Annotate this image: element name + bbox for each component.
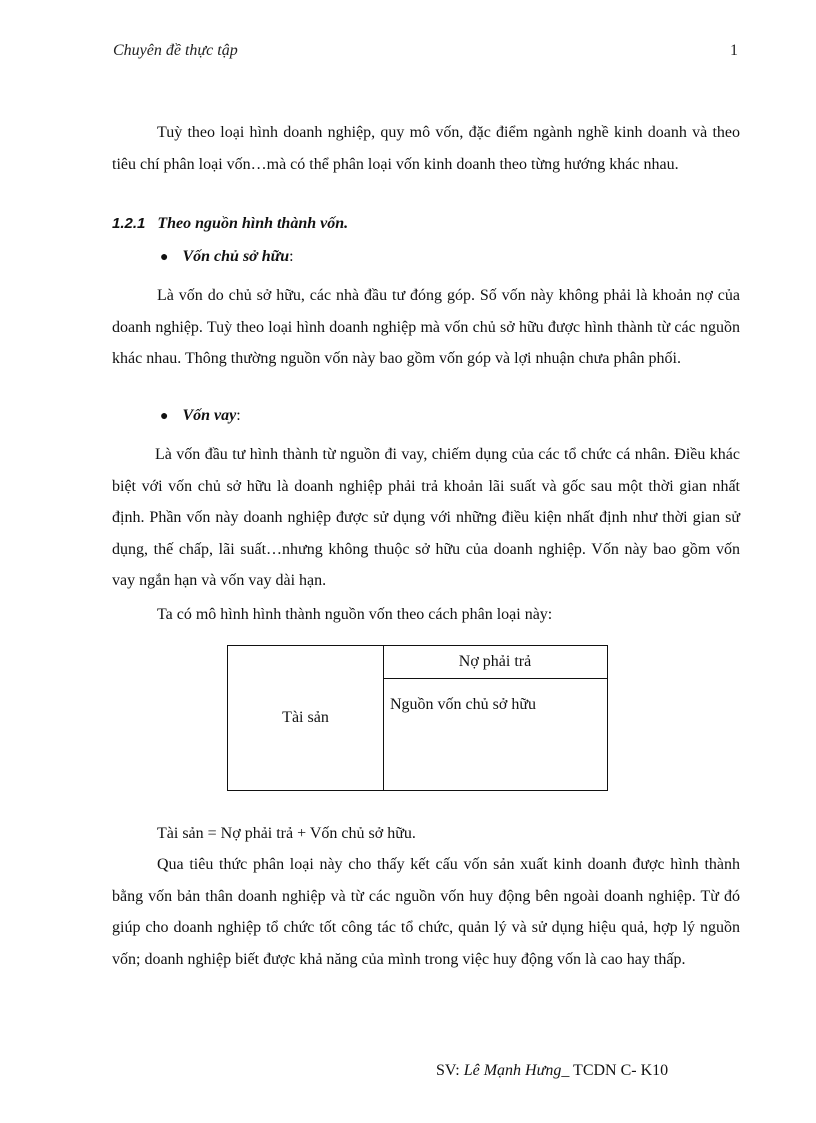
model-intro: Ta có mô hình hình thành nguồn vốn theo cách phân loại này:: [157, 606, 553, 623]
bullet-loan-colon: :: [236, 407, 241, 424]
intro-paragraph: Tuỳ theo loại hình doanh nghiệp, quy mô vốn, đặc điểm ngành nghề kinh doanh và theo tiêu chí phân loại vốn…mà có thể phân loại vốn kinh doanh theo từng hướng khác nhau.: [112, 124, 740, 173]
bullet-equity-colon: :: [289, 248, 294, 265]
bullet-equity: [160, 248, 294, 266]
conclusion-paragraph: Qua tiêu thức phân loại này cho thấy kết cấu vốn sản xuất kinh doanh được hình thành bằng vốn bản thân doanh nghiệp và từ các nguồn vốn huy động bên ngoài doanh nghiệp. Từ đó giúp cho doanh nghiệp tổ chức tốt công tác tổ chức, quản lý và sử dụng hiệu quả, hợp lý nguồn vốn; doanh nghiệp biết được khả năng của mình trong việc huy động vốn là cao hay thấp.: [112, 856, 740, 968]
footer: [436, 1062, 668, 1080]
equity-paragraph: Là vốn do chủ sở hữu, các nhà đầu tư đóng góp. Số vốn này không phải là khoản nợ của doanh nghiệp. Tuỳ theo loại hình doanh nghiệp mà vốn chủ sở hữu được hình thành từ các nguồn khác nhau. Thông thường nguồn vốn này bao gồm vốn góp và lợi nhuận chưa phân phối.: [112, 287, 740, 367]
section-number: 1.2.1: [112, 215, 146, 232]
section-heading: [112, 215, 348, 233]
model-liabilities-cell: Nợ phải trả: [458, 653, 532, 670]
bullet-dot-icon: ●: [160, 250, 169, 265]
equation: Tài sản = Nợ phải trả + Vốn chủ sở hữu.: [157, 825, 416, 842]
bullet-dot-icon: ●: [160, 409, 169, 424]
model-divider-horizontal: [383, 678, 607, 679]
bullet-loan: [160, 407, 241, 425]
bullet-equity-label: Vốn chủ sở hữu: [182, 248, 290, 265]
page-number: 1: [730, 42, 738, 59]
loan-paragraph: Là vốn đầu tư hình thành từ nguồn đi vay, chiếm dụng của các tổ chức cá nhân. Điều khác biệt với vốn chủ sở hữu là doanh nghiệp phải trả khoản lãi suất và gốc sau một thời gian nhất định. Phần vốn này doanh nghiệp được sử dụng với những điều kiện nhất định như thời gian sử dụng, thế chấp, lãi suất…nhưng không thuộc sở hữu của doanh nghiệp. Vốn này bao gồm vốn vay ngắn hạn và vốn vay dài hạn.: [112, 446, 740, 589]
footer-prefix: SV:: [436, 1062, 464, 1079]
bullet-loan-label: Vốn vay: [182, 407, 237, 424]
section-title: Theo nguồn hình thành vốn.: [157, 215, 349, 232]
model-equity-cell: Nguồn vốn chủ sở hữu: [390, 696, 537, 713]
header-title: Chuyên đề thực tập: [113, 42, 238, 59]
model-assets-cell: Tài sản: [282, 709, 329, 726]
footer-class: _ TCDN C- K10: [561, 1062, 669, 1079]
footer-student-name: Lê Mạnh Hưng: [463, 1062, 562, 1079]
capital-model-diagram: [227, 645, 608, 791]
